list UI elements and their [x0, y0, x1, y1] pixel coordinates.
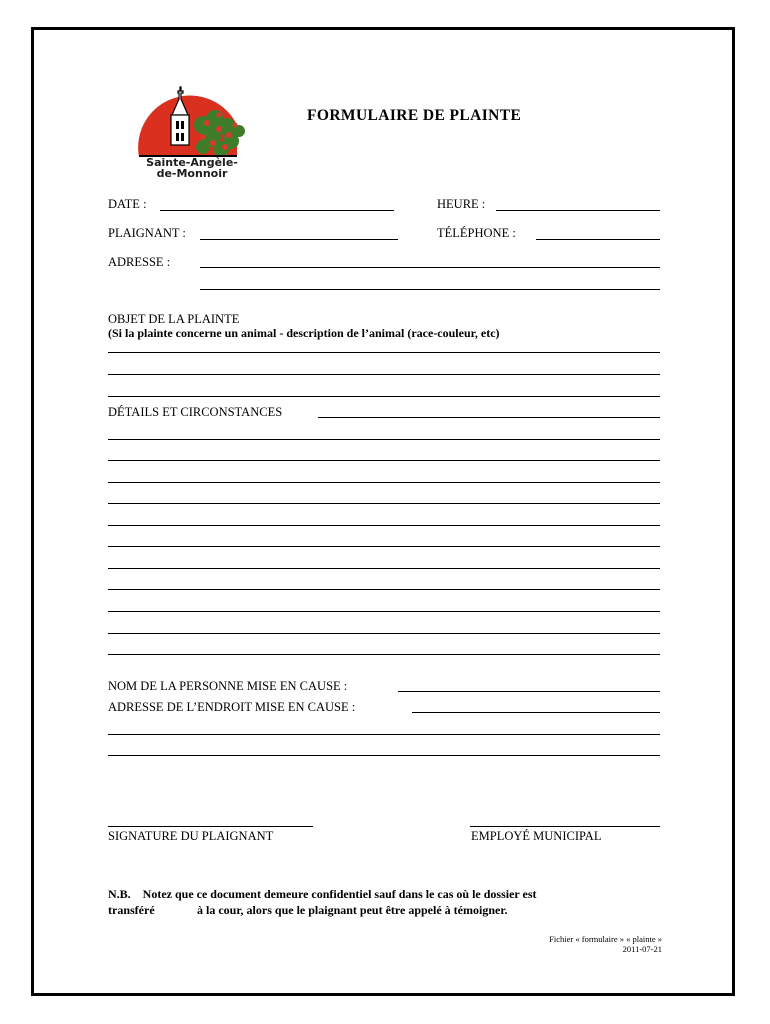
footer-date: 2011-07-21 [622, 944, 662, 954]
note-line-1: N.B. Notez que ce document demeure confidentiel sauf dans le cas où le dossier est [108, 887, 537, 901]
signature-employe-line[interactable] [470, 826, 660, 827]
municipality-logo [133, 85, 251, 185]
adresse-cause-line[interactable] [412, 712, 660, 713]
details-line-6[interactable] [108, 546, 660, 547]
cause-line-1[interactable] [108, 734, 660, 735]
date-field-line[interactable] [160, 210, 394, 211]
details-line-7[interactable] [108, 568, 660, 569]
date-label: DATE : [108, 197, 147, 211]
plaignant-field-line[interactable] [200, 239, 398, 240]
note-line-2b: à la cour, alors que le plaignant peut être appelé à témoigner. [197, 903, 508, 917]
details-line-3[interactable] [108, 482, 660, 483]
logo-text-line2: de-Monnoir [156, 167, 228, 180]
adresse-field-line-1[interactable] [200, 267, 660, 268]
adresse-field-line-2[interactable] [200, 289, 660, 290]
heure-field-line[interactable] [496, 210, 660, 211]
signature-plaignant-label: SIGNATURE DU PLAIGNANT [108, 829, 274, 843]
adresse-cause-label: ADRESSE DE L’ENDROIT MISE EN CAUSE : [108, 700, 356, 714]
objet-heading: OBJET DE LA PLAINTE [108, 312, 240, 326]
nom-cause-label: NOM DE LA PERSONNE MISE EN CAUSE : [108, 679, 348, 693]
details-line-8[interactable] [108, 589, 660, 590]
details-line-2[interactable] [108, 460, 660, 461]
details-heading-line[interactable] [318, 417, 660, 418]
nom-cause-line[interactable] [398, 691, 660, 692]
note-line-2a: transféré [108, 903, 155, 917]
details-heading: DÉTAILS ET CIRCONSTANCES [108, 405, 283, 419]
details-line-5[interactable] [108, 525, 660, 526]
details-line-10[interactable] [108, 633, 660, 634]
objet-line-3[interactable] [108, 396, 660, 397]
adresse-label: ADRESSE : [108, 255, 171, 269]
plaignant-label: PLAIGNANT : [108, 226, 186, 240]
details-line-1[interactable] [108, 439, 660, 440]
footer-file-ref: Fichier « formulaire » « plainte » [549, 934, 662, 944]
cause-line-2[interactable] [108, 755, 660, 756]
telephone-field-line[interactable] [536, 239, 660, 240]
objet-subheading: (Si la plainte concerne un animal - description de l’animal (race-couleur, etc) [108, 326, 500, 340]
logo-text-line1: Sainte-Angèle- [146, 156, 238, 169]
objet-line-2[interactable] [108, 374, 660, 375]
objet-line-1[interactable] [108, 352, 660, 353]
form-title: FORMULAIRE DE PLAINTE [307, 107, 522, 124]
telephone-label: TÉLÉPHONE : [437, 226, 516, 240]
heure-label: HEURE : [437, 197, 486, 211]
signature-employe-label: EMPLOYÉ MUNICIPAL [471, 829, 602, 843]
details-line-4[interactable] [108, 503, 660, 504]
signature-plaignant-line[interactable] [108, 826, 313, 827]
details-line-9[interactable] [108, 611, 660, 612]
details-line-11[interactable] [108, 654, 660, 655]
